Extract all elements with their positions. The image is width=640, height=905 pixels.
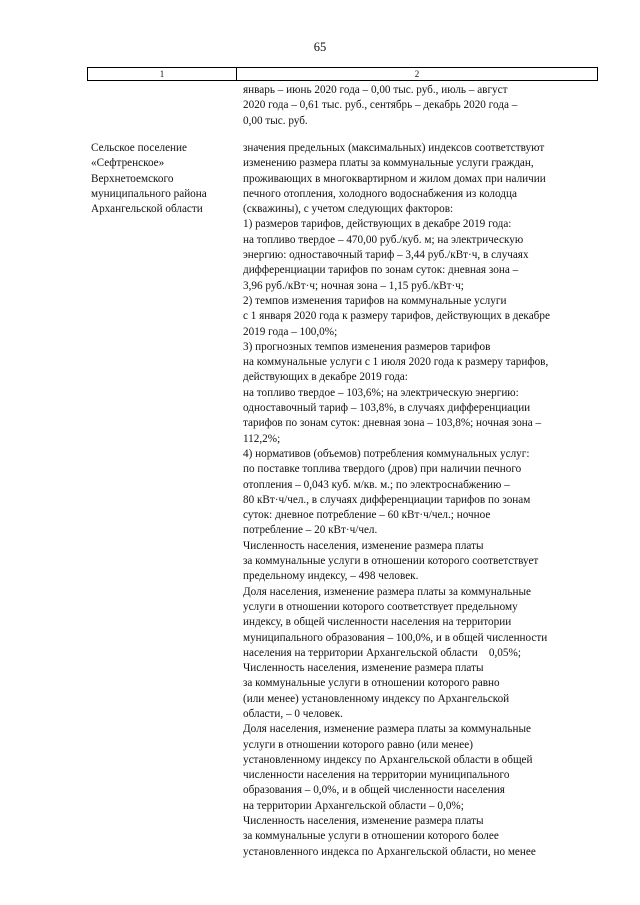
text-line: проживающих в многоквартирном и жилом домах при наличии xyxy=(243,172,546,185)
text-line: Численность населения, изменение размера платы xyxy=(243,815,484,828)
municipality-line: Верхнетоемского xyxy=(91,172,174,185)
text-line: Численность населения, изменение размера платы xyxy=(243,662,484,675)
text-line: отопления – 0,043 куб. м/кв. м.; по электроснабжению – xyxy=(243,478,510,491)
municipality-line: муниципального района xyxy=(91,187,207,200)
text-line: 4) нормативов (объемов) потребления коммунальных услуг: xyxy=(243,447,530,460)
text-line: действующих в декабре 2019 года: xyxy=(243,371,408,384)
text-line: одноставочный тариф – 103,8%, в случаях дифференциации xyxy=(243,402,531,415)
text-line: 3,96 руб./кВт·ч; ночная зона – 1,15 руб./кВт·ч; xyxy=(243,279,464,292)
text-line: Численность населения, изменение размера платы xyxy=(243,539,484,552)
text-line: на топливо твердое – 470,00 руб./куб. м; на электрическую xyxy=(243,233,524,246)
text-line: потребление – 20 кВт·ч/чел. xyxy=(243,524,378,537)
text-line: январь – июнь 2020 года – 0,00 тыс. руб., июль – август xyxy=(243,84,508,96)
text-line: по поставке топлива твердого (дров) при наличии печного xyxy=(243,463,522,476)
table-header-row xyxy=(87,67,598,81)
text-line: значения предельных (максимальных) индексов соответствуют xyxy=(243,142,545,154)
text-line: области, – 0 человек. xyxy=(243,707,343,720)
text-line: на топливо твердое – 103,6%; на электрическую энергию: xyxy=(243,386,519,399)
text-line: за коммунальные услуги в отношении которого равно xyxy=(243,677,500,690)
header-column-1: 1 xyxy=(88,68,237,80)
text-line: численности населения на территории муниципального xyxy=(243,769,510,782)
text-line: 0,00 тыс. руб. xyxy=(243,114,308,127)
text-line: услуги в отношении которого равно (или менее) xyxy=(243,738,473,751)
municipality-line: «Сефтренское» xyxy=(91,157,165,170)
text-line: с 1 января 2020 года к размеру тарифов, действующих в декабре xyxy=(243,310,550,323)
text-line: 3) прогнозных темпов изменения размеров тарифов xyxy=(243,340,491,353)
text-line: на территории Архангельской области – 0,0%; xyxy=(243,799,464,812)
municipality-line: Сельское поселение xyxy=(91,142,187,154)
text-line: за коммунальные услуги в отношении которого соответствует xyxy=(243,555,539,568)
text-line: предельному индексу, – 498 человек. xyxy=(243,570,419,583)
text-line: муниципального образования – 100,0%, и в общей численности xyxy=(243,631,548,644)
text-line: суток: дневное потребление – 60 кВт·ч/чел.; ночное xyxy=(243,509,491,522)
municipality-name xyxy=(91,141,239,217)
text-line: тарифов по зонам суток: дневная зона – 103,8%; ночная зона – xyxy=(243,417,542,430)
text-line: установленному индексу по Архангельской области в общей xyxy=(243,753,533,766)
text-line: установленного индекса по Архангельской области, но менее xyxy=(243,845,536,858)
text-line: за коммунальные услуги в отношении которого более xyxy=(243,830,499,843)
text-line: населения на территории Архангельской области 0,05%; xyxy=(243,646,521,659)
index-description xyxy=(243,141,603,860)
text-line: Доля населения, изменение размера платы за коммунальные xyxy=(243,585,531,598)
text-line: дифференциации тарифов по зонам суток: дневная зона – xyxy=(243,264,519,277)
text-line: 2019 года – 100,0%; xyxy=(243,325,338,338)
text-line: индексу, в общей численности населения на территории xyxy=(243,616,512,629)
text-line: 1) размеров тарифов, действующих в декабре 2019 года: xyxy=(243,218,512,231)
municipality-line: Архангельской области xyxy=(91,203,203,216)
text-line: (скважины), с учетом следующих факторов: xyxy=(243,203,454,216)
continuation-text xyxy=(243,83,603,129)
text-line: изменению размера платы за коммунальные услуги граждан, xyxy=(243,157,534,170)
text-line: энергию: одноставочный тариф – 3,44 руб./кВт·ч, в случаях xyxy=(243,249,529,262)
text-line: образования – 0,0%, и в общей численности населения xyxy=(243,784,505,797)
text-line: печного отопления, холодного водоснабжения из колодца xyxy=(243,187,517,200)
text-line: услуги в отношении которого соответствует предельному xyxy=(243,600,518,613)
text-line: 2020 года – 0,61 тыс. руб., сентябрь – декабрь 2020 года – xyxy=(243,99,518,112)
text-line: (или менее) установленному индексу по Архангельской xyxy=(243,692,510,705)
text-line: 112,2%; xyxy=(243,432,281,445)
text-line: 80 кВт·ч/чел., в случаях дифференциации тарифов по зонам xyxy=(243,493,531,506)
text-line: 2) темпов изменения тарифов на коммунальные услуги xyxy=(243,294,507,307)
page-number: 65 xyxy=(313,40,327,54)
text-line: на коммунальные услуги с 1 июля 2020 года к размеру тарифов, xyxy=(243,356,549,369)
text-line: Доля населения, изменение размера платы за коммунальные xyxy=(243,723,531,736)
header-column-2: 2 xyxy=(414,69,420,79)
